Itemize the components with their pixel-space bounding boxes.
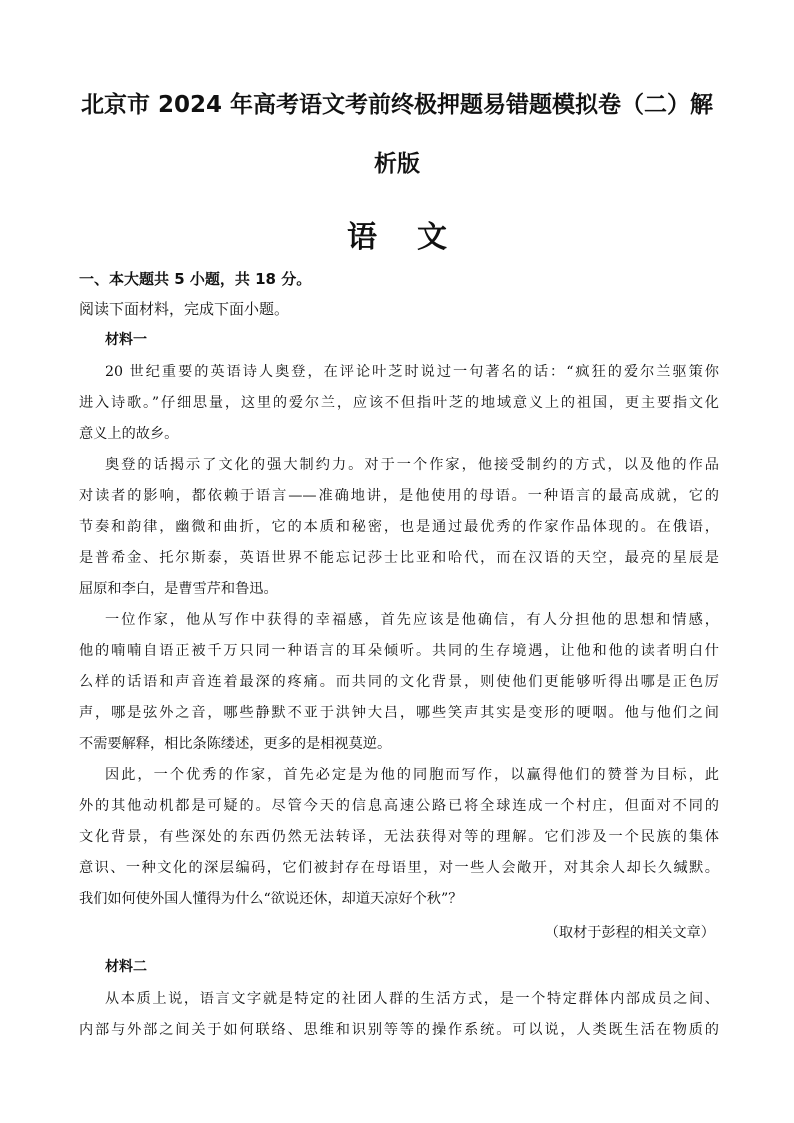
section-heading: 一、本大题共 5 小题，共 18 分。 xyxy=(79,270,312,288)
material-1-line: 不需要解释，相比条陈缕述，更多的是相视莫逆。 xyxy=(79,736,392,752)
material-1-line: 意识、一种文化的深层编码，它们被封存在母语里，对一些人会敞开，对其余人却长久缄默。 xyxy=(79,860,719,876)
material-1-line: 20 世纪重要的英语诗人奥登，在评论叶芝时说过一句著名的话：“疯狂的爱尔兰驱策你 xyxy=(105,364,719,380)
document-title-line-2: 析版 xyxy=(374,151,420,177)
material-1-line: 意义上的故乡。 xyxy=(79,426,179,442)
material-1-line: 他的喃喃自语正被千万只同一种语言的耳朵倾听。共同的生存境遇，让他和他的读者明白什 xyxy=(79,643,719,659)
material-1-line: 奥登的话揭示了文化的强大制约力。对于一个作家，他接受制约的方式，以及他的作品 xyxy=(105,457,719,473)
material-2-label: 材料二 xyxy=(105,959,147,975)
material-1-line: 因此，一个优秀的作家，首先必定是为他的同胞而写作，以赢得他们的赞誉为目标，此 xyxy=(105,767,719,783)
material-1-line: 外的其他动机都是可疑的。尽管今天的信息高速公路已将全球连成一个村庄，但面对不同的 xyxy=(79,798,719,814)
material-1-line: 么样的话语和声音连着最深的疼痛。而共同的文化背景，则使他们更能够听得出哪是正色厉 xyxy=(79,674,719,690)
document-title-line-1: 北京市 2024 年高考语文考前终极押题易错题模拟卷（二）解 xyxy=(80,92,714,118)
material-1-line: 对读者的影响，都依赖于语言——准确地讲，是他使用的母语。一种语言的最高成就，它的 xyxy=(79,488,719,504)
material-1-line: 文化背景，有些深处的东西仍然无法转译，无法获得对等的理解。它们涉及一个民族的集体 xyxy=(79,829,719,845)
material-1-line: 屈原和李白，是曹雪芹和鲁迅。 xyxy=(79,581,278,597)
material-1-label: 材料一 xyxy=(105,332,147,348)
material-2-line: 内部与外部之间关于如何联络、思维和识别等等的操作系统。可以说，人类既生活在物质的 xyxy=(79,1022,719,1038)
material-1-line: 声，哪是弦外之音，哪些静默不亚于洪钟大吕，哪些笑声其实是变形的哽咽。他与他们之间 xyxy=(79,705,719,721)
material-1-line: 节奏和韵律，幽微和曲折，它的本质和秘密，也是通过最优秀的作家作品体现的。在俄语， xyxy=(79,519,719,535)
material-1-line: 一位作家，他从写作中获得的幸福感，首先应该是他确信，有人分担他的思想和情感， xyxy=(105,612,719,628)
reading-instruction: 阅读下面材料，完成下面小题。 xyxy=(79,300,290,318)
material-1-source: （取材于彭程的相关文章） xyxy=(544,925,715,941)
subject-heading: 语文 xyxy=(347,220,487,255)
material-1-line: 我们如何使外国人懂得为什么“欲说还休，却道天凉好个秋”？ xyxy=(79,891,463,907)
material-2-line: 从本质上说，语言文字就是特定的社团人群的生活方式，是一个特定群体内部成员之间、 xyxy=(105,991,719,1007)
material-1-line: 是普希金、托尔斯泰，英语世界不能忘记莎士比亚和哈代，而在汉语的天空，最亮的星辰是 xyxy=(79,550,719,566)
material-1-line: 进入诗歌。”仔细思量，这里的爱尔兰，应该不但指叶芝的地域意义上的祖国，更主要指文化 xyxy=(79,395,719,411)
